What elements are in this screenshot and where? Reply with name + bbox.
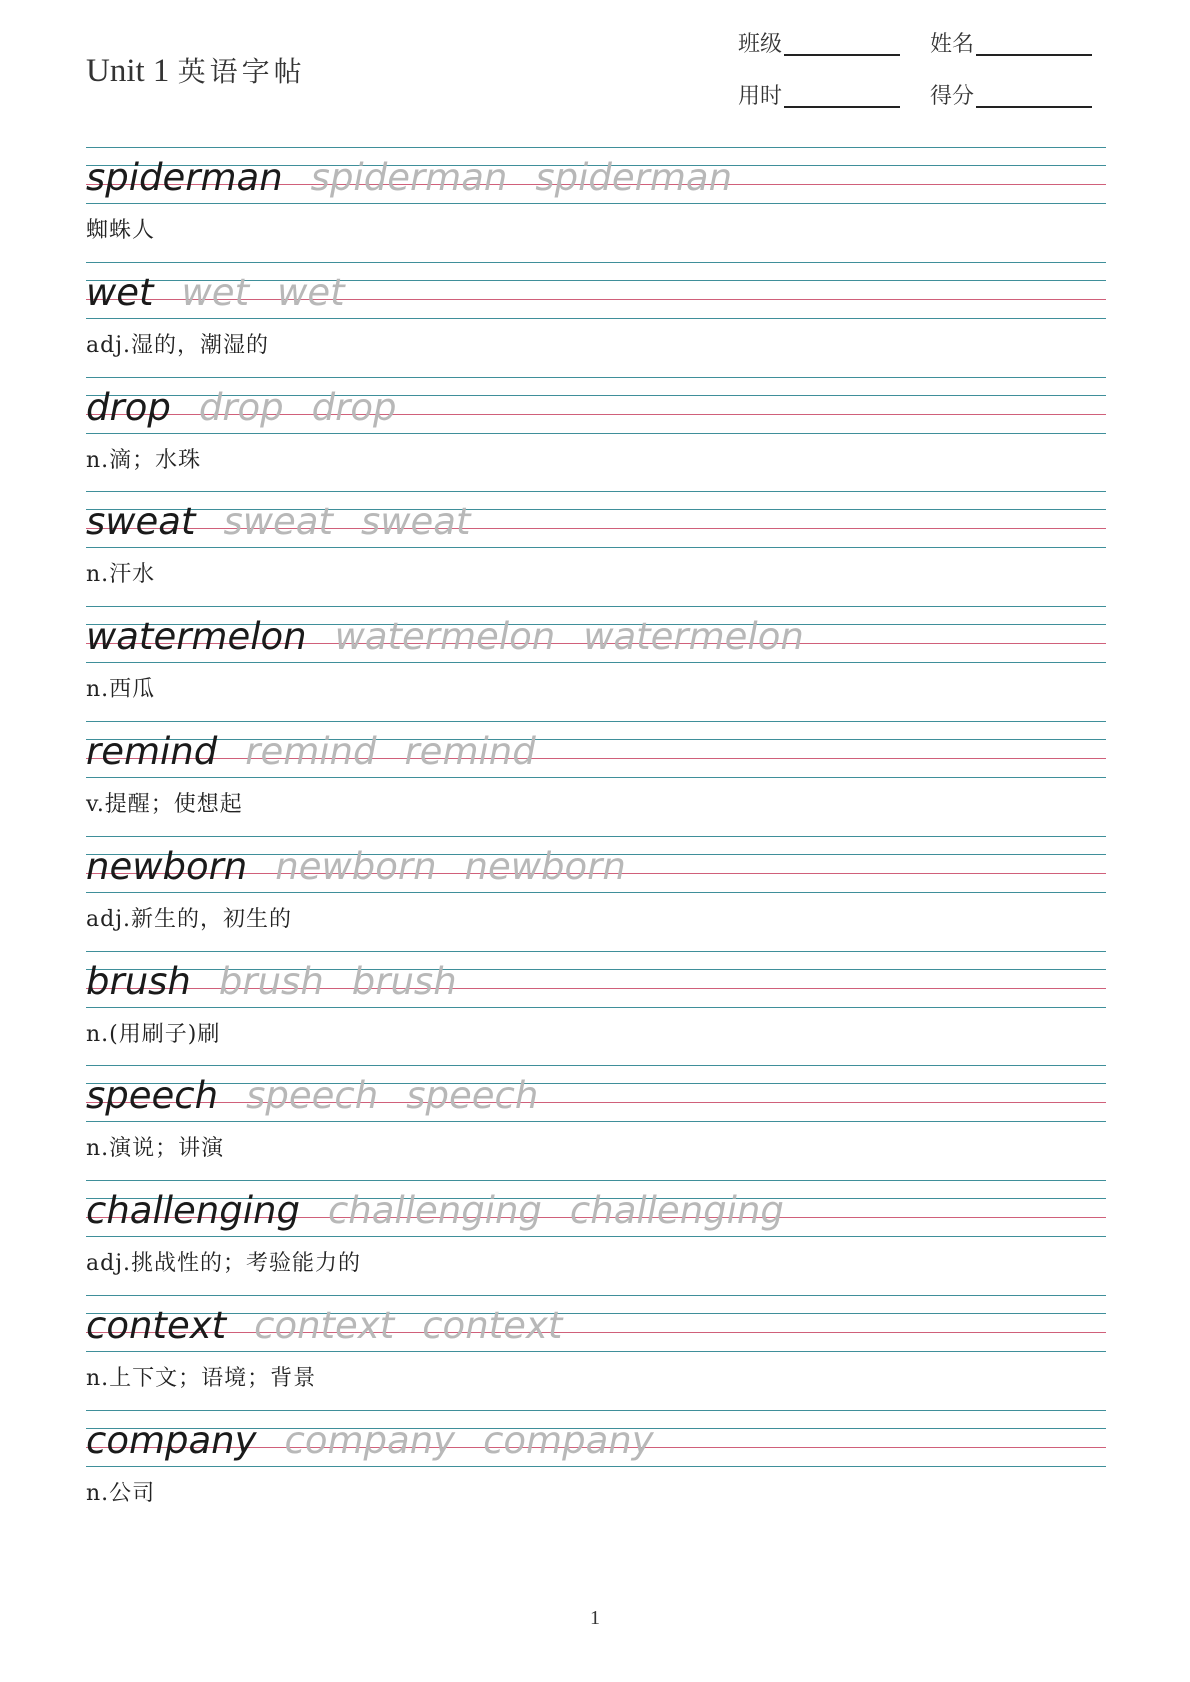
word-row bbox=[86, 1295, 590, 1351]
word: spiderman bbox=[86, 156, 283, 199]
word: context bbox=[86, 1304, 227, 1347]
trace-word: sweat bbox=[360, 500, 471, 544]
trace-word: challenging bbox=[569, 1189, 784, 1233]
word-meaning: 蜘蛛人 bbox=[86, 218, 156, 243]
word-meaning: adj.挑战性的；考验能力的 bbox=[86, 1251, 362, 1277]
title-prefix: Unit 1 bbox=[86, 53, 170, 89]
word-row bbox=[86, 262, 373, 318]
trace-word: wet bbox=[181, 270, 250, 314]
trace-word: spiderman bbox=[310, 156, 508, 199]
word-entry bbox=[86, 606, 1106, 722]
word-entry bbox=[86, 951, 1106, 1067]
word: newborn bbox=[86, 844, 248, 888]
score-field[interactable] bbox=[930, 79, 1092, 110]
word: company bbox=[86, 1418, 257, 1462]
word-row bbox=[86, 147, 760, 203]
time-blank[interactable] bbox=[784, 106, 900, 108]
trace-word: watermelon bbox=[583, 615, 804, 659]
guide-line-bottom bbox=[86, 547, 1106, 548]
trace-word: drop bbox=[311, 385, 397, 429]
name-field[interactable] bbox=[930, 27, 1092, 58]
guide-line-bottom bbox=[86, 203, 1106, 204]
word-entry bbox=[86, 377, 1106, 493]
word-meaning: n.上下文；语境；背景 bbox=[86, 1366, 317, 1391]
word-meaning: n.滴；水珠 bbox=[86, 447, 202, 473]
word-meaning: n.汗水 bbox=[86, 562, 156, 588]
time-label: 用时 bbox=[738, 84, 783, 109]
trace-word: company bbox=[483, 1418, 654, 1462]
class-field[interactable] bbox=[738, 27, 900, 58]
word-meaning: n.(用刷子)刷 bbox=[86, 1021, 221, 1047]
page-number: 1 bbox=[590, 1607, 600, 1629]
word-meaning: adj.新生的，初生的 bbox=[86, 906, 293, 932]
name-blank[interactable] bbox=[976, 54, 1092, 56]
word-entry bbox=[86, 147, 1106, 263]
word-row bbox=[86, 1065, 566, 1121]
trace-word: challenging bbox=[327, 1189, 542, 1233]
word-row bbox=[86, 836, 654, 892]
guide-line-bottom bbox=[86, 1007, 1106, 1008]
trace-word: wet bbox=[277, 270, 345, 314]
word-entry bbox=[86, 491, 1106, 607]
trace-word: brush bbox=[218, 959, 324, 1003]
word: brush bbox=[86, 959, 191, 1003]
trace-word: sweat bbox=[223, 500, 333, 544]
word-entry bbox=[86, 721, 1106, 837]
trace-word: context bbox=[422, 1304, 563, 1347]
guide-line-bottom bbox=[86, 662, 1106, 663]
trace-word: newborn bbox=[464, 844, 626, 888]
score-label: 得分 bbox=[930, 84, 975, 109]
word-entry bbox=[86, 1180, 1106, 1296]
trace-word: remind bbox=[245, 730, 377, 773]
trace-word: context bbox=[254, 1304, 395, 1347]
title-suffix: 英语字帖 bbox=[177, 55, 306, 88]
page-title bbox=[86, 50, 306, 90]
trace-word: company bbox=[284, 1418, 456, 1462]
guide-line-bottom bbox=[86, 433, 1106, 434]
word: wet bbox=[86, 270, 154, 314]
guide-line-bottom bbox=[86, 1236, 1106, 1237]
word: drop bbox=[86, 385, 171, 429]
class-blank[interactable] bbox=[784, 54, 900, 56]
name-label: 姓名 bbox=[930, 32, 975, 57]
trace-word: spiderman bbox=[535, 156, 733, 199]
word-row bbox=[86, 491, 498, 547]
trace-word: newborn bbox=[275, 844, 437, 888]
word: remind bbox=[86, 730, 218, 773]
word-meaning: v.提醒；使想起 bbox=[86, 792, 243, 817]
class-label: 班级 bbox=[738, 32, 783, 57]
word: sweat bbox=[86, 500, 196, 544]
word-meaning: n.西瓜 bbox=[86, 677, 156, 703]
trace-word: brush bbox=[351, 959, 457, 1003]
guide-line-bottom bbox=[86, 892, 1106, 893]
word: watermelon bbox=[86, 615, 307, 659]
guide-line-bottom bbox=[86, 318, 1106, 319]
guide-line-bottom bbox=[86, 1121, 1106, 1122]
word: challenging bbox=[86, 1189, 300, 1233]
score-blank[interactable] bbox=[976, 106, 1092, 108]
guide-line-bottom bbox=[86, 1466, 1106, 1467]
guide-line-bottom bbox=[86, 1351, 1106, 1352]
word-meaning: n.演说；讲演 bbox=[86, 1136, 225, 1162]
word-meaning: adj.湿的，潮湿的 bbox=[86, 332, 270, 358]
word-row bbox=[86, 951, 485, 1007]
word-meaning: n.公司 bbox=[86, 1480, 156, 1506]
time-field[interactable] bbox=[738, 79, 900, 110]
word-row bbox=[86, 606, 832, 662]
trace-word: speech bbox=[246, 1074, 379, 1118]
trace-word: drop bbox=[198, 385, 284, 429]
word-row bbox=[86, 1180, 812, 1236]
word-entry bbox=[86, 1410, 1106, 1526]
trace-word: watermelon bbox=[334, 615, 556, 659]
word-entry bbox=[86, 262, 1106, 378]
word-entry bbox=[86, 1065, 1106, 1181]
word: speech bbox=[86, 1074, 219, 1118]
word-entry bbox=[86, 1295, 1106, 1411]
word-row bbox=[86, 721, 564, 777]
trace-word: speech bbox=[406, 1074, 539, 1118]
word-row bbox=[86, 1410, 682, 1466]
word-row bbox=[86, 377, 424, 433]
trace-word: remind bbox=[404, 730, 536, 773]
guide-line-bottom bbox=[86, 777, 1106, 778]
word-entry bbox=[86, 836, 1106, 952]
